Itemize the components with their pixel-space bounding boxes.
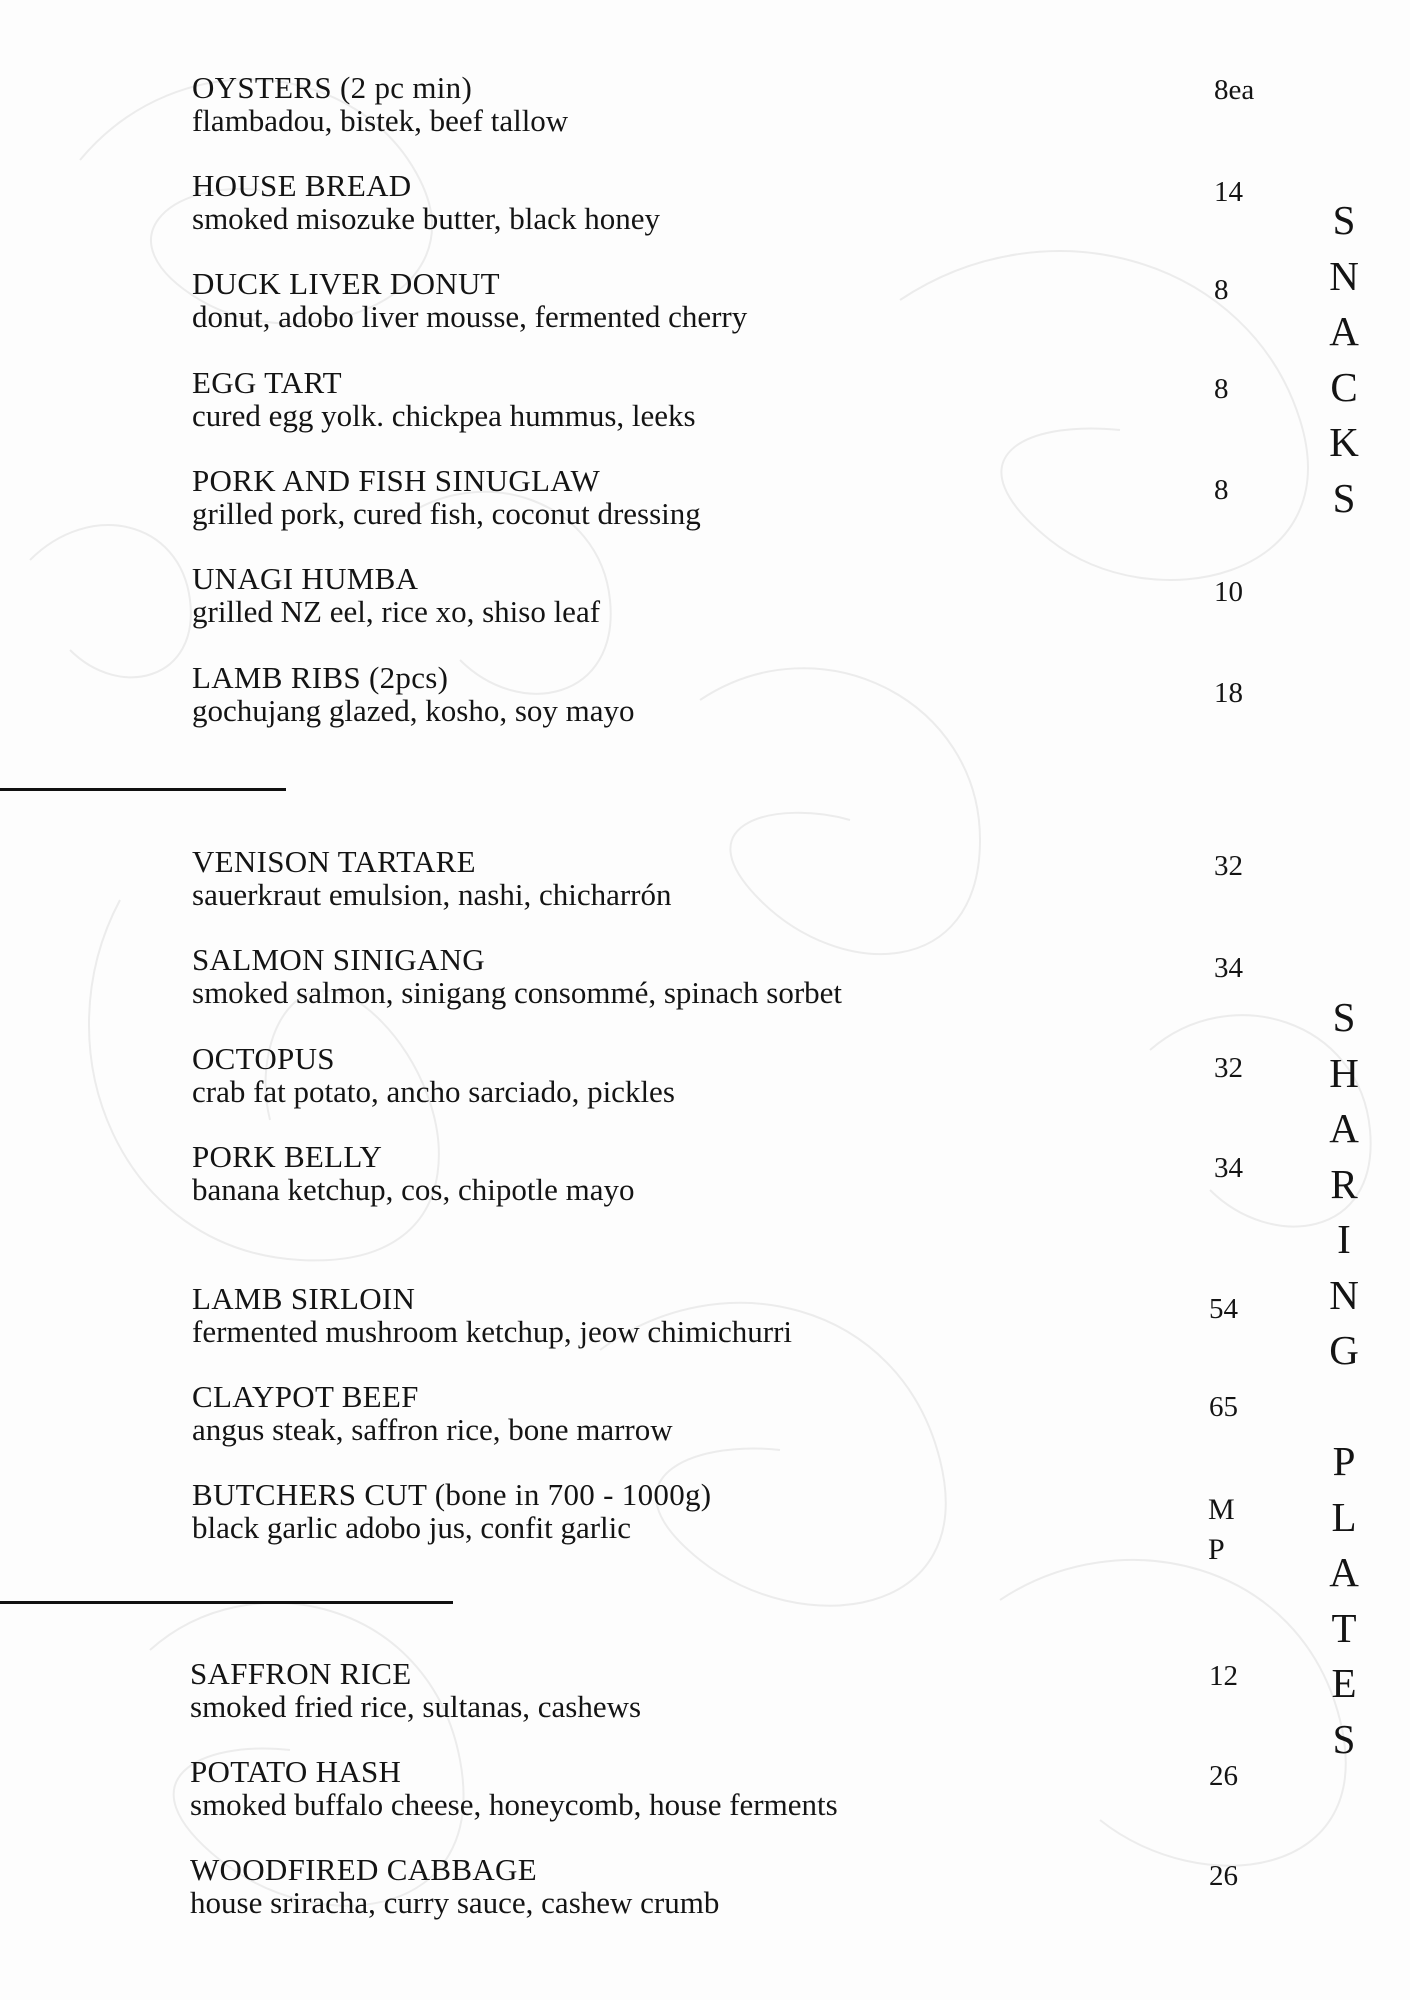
item-price: 8 — [1214, 274, 1229, 306]
menu-item-oysters — [192, 72, 1292, 138]
item-name: POTATO HASH — [190, 1754, 402, 1789]
item-price: 10 — [1214, 576, 1243, 608]
item-description: grilled pork, cured fish, coconut dressing — [192, 496, 701, 531]
item-name: SALMON SINIGANG — [192, 942, 485, 977]
item-price: 32 — [1214, 850, 1243, 882]
item-name: LAMB SIRLOIN — [192, 1281, 416, 1316]
heading-letter: A — [1329, 308, 1359, 354]
heading-letter: A — [1329, 1549, 1359, 1595]
item-description: gochujang glazed, kosho, soy mayo — [192, 693, 635, 728]
item-description: banana ketchup, cos, chipotle mayo — [192, 1172, 635, 1207]
heading-letter: R — [1330, 1160, 1358, 1207]
item-description: smoked buffalo cheese, honeycomb, house ferments — [190, 1787, 838, 1822]
item-description: sauerkraut emulsion, nashi, chicharrón — [192, 877, 672, 912]
item-price: 8ea — [1214, 74, 1255, 106]
item-description: smoked misozuke butter, black honey — [192, 201, 660, 236]
heading-letter: A — [1329, 1105, 1359, 1151]
item-description: grilled NZ eel, rice xo, shiso leaf — [192, 594, 601, 629]
menu-item-salmon-sinigang — [192, 944, 1292, 1010]
item-name: SAFFRON RICE — [190, 1656, 412, 1691]
item-price: 26 — [1209, 1760, 1238, 1792]
item-price: 32 — [1214, 1052, 1243, 1084]
item-name: OYSTERS (2 pc min) — [192, 70, 473, 105]
item-price: 12 — [1209, 1660, 1238, 1692]
item-description: donut, adobo liver mousse, fermented cherry — [192, 299, 748, 334]
menu-item-egg-tart — [192, 367, 1292, 433]
section-heading-snacks — [1314, 193, 1374, 526]
heading-letter: S — [1332, 1715, 1356, 1762]
item-price: 8 — [1214, 373, 1229, 405]
item-name: PORK AND FISH SINUGLAW — [192, 463, 601, 498]
menu-item-saffron-rice — [190, 1658, 1290, 1724]
item-name: VENISON TARTARE — [192, 844, 476, 879]
item-price: 14 — [1214, 176, 1243, 208]
item-description: black garlic adobo jus, confit garlic — [192, 1510, 632, 1545]
heading-letter: N — [1329, 1271, 1359, 1318]
menu-item-pork-and-fish-sinuglaw — [192, 465, 1292, 531]
item-description: flambadou, bistek, beef tallow — [192, 103, 569, 138]
item-description: fermented mushroom ketchup, jeow chimichurri — [192, 1314, 793, 1349]
item-price: 34 — [1214, 952, 1243, 984]
item-name: DUCK LIVER DONUT — [192, 266, 500, 301]
menu-item-venison-tartare — [192, 846, 1292, 912]
menu-item-lamb-sirloin — [192, 1283, 1292, 1349]
heading-letter: C — [1330, 363, 1358, 410]
item-description: smoked fried rice, sultanas, cashews — [190, 1689, 642, 1724]
item-price: 54 — [1209, 1293, 1238, 1325]
menu-item-unagi-humba — [192, 563, 1292, 629]
item-name: WOODFIRED CABBAGE — [190, 1852, 537, 1887]
section-divider — [0, 788, 286, 791]
menu-item-pork-belly — [192, 1141, 1292, 1207]
item-description: crab fat potato, ancho sarciado, pickles — [192, 1074, 675, 1109]
item-name: BUTCHERS CUT (bone in 700 - 1000g) — [192, 1477, 712, 1512]
menu-item-duck-liver-donut — [192, 268, 1292, 334]
menu-item-house-bread — [192, 170, 1292, 236]
item-price: 65 — [1209, 1391, 1238, 1423]
item-name: CLAYPOT BEEF — [192, 1379, 419, 1414]
item-price-market: MP — [1208, 1493, 1235, 1566]
item-name: OCTOPUS — [192, 1041, 335, 1076]
heading-letter: I — [1337, 1216, 1351, 1262]
item-description: house sriracha, curry sauce, cashew crumb — [190, 1885, 720, 1920]
item-name: UNAGI HUMBA — [192, 561, 419, 596]
heading-letter: T — [1331, 1604, 1357, 1651]
item-description: angus steak, saffron rice, bone marrow — [192, 1412, 673, 1447]
menu-item-woodfired-cabbage — [190, 1854, 1290, 1920]
heading-letter: H — [1329, 1049, 1359, 1096]
menu-item-butchers-cut — [192, 1479, 1292, 1545]
heading-letter: K — [1329, 419, 1359, 465]
item-price: 26 — [1209, 1860, 1238, 1892]
section-divider — [0, 1601, 453, 1604]
menu-item-lamb-ribs — [192, 662, 1292, 728]
item-name: PORK BELLY — [192, 1139, 383, 1174]
item-price: 8 — [1214, 474, 1229, 506]
menu-item-octopus — [192, 1043, 1292, 1109]
heading-letter: G — [1329, 1327, 1359, 1373]
heading-letter: S — [1332, 474, 1356, 521]
item-description: cured egg yolk. chickpea hummus, leeks — [192, 398, 696, 433]
heading-letter: E — [1331, 1660, 1357, 1706]
section-heading-sharing-plates — [1314, 990, 1374, 1767]
menu-item-potato-hash — [190, 1756, 1290, 1822]
item-price: 18 — [1214, 677, 1243, 709]
heading-letter: N — [1329, 252, 1359, 299]
item-name: LAMB RIBS (2pcs) — [192, 660, 449, 695]
heading-letter: L — [1331, 1493, 1357, 1540]
heading-letter: S — [1332, 197, 1356, 243]
item-name: HOUSE BREAD — [192, 168, 412, 203]
heading-letter: P — [1332, 1438, 1356, 1484]
item-name: EGG TART — [192, 365, 342, 400]
item-price: 34 — [1214, 1152, 1243, 1184]
heading-letter: S — [1332, 994, 1356, 1040]
menu-item-claypot-beef — [192, 1381, 1292, 1447]
item-description: smoked salmon, sinigang consommé, spinach sorbet — [192, 975, 843, 1010]
